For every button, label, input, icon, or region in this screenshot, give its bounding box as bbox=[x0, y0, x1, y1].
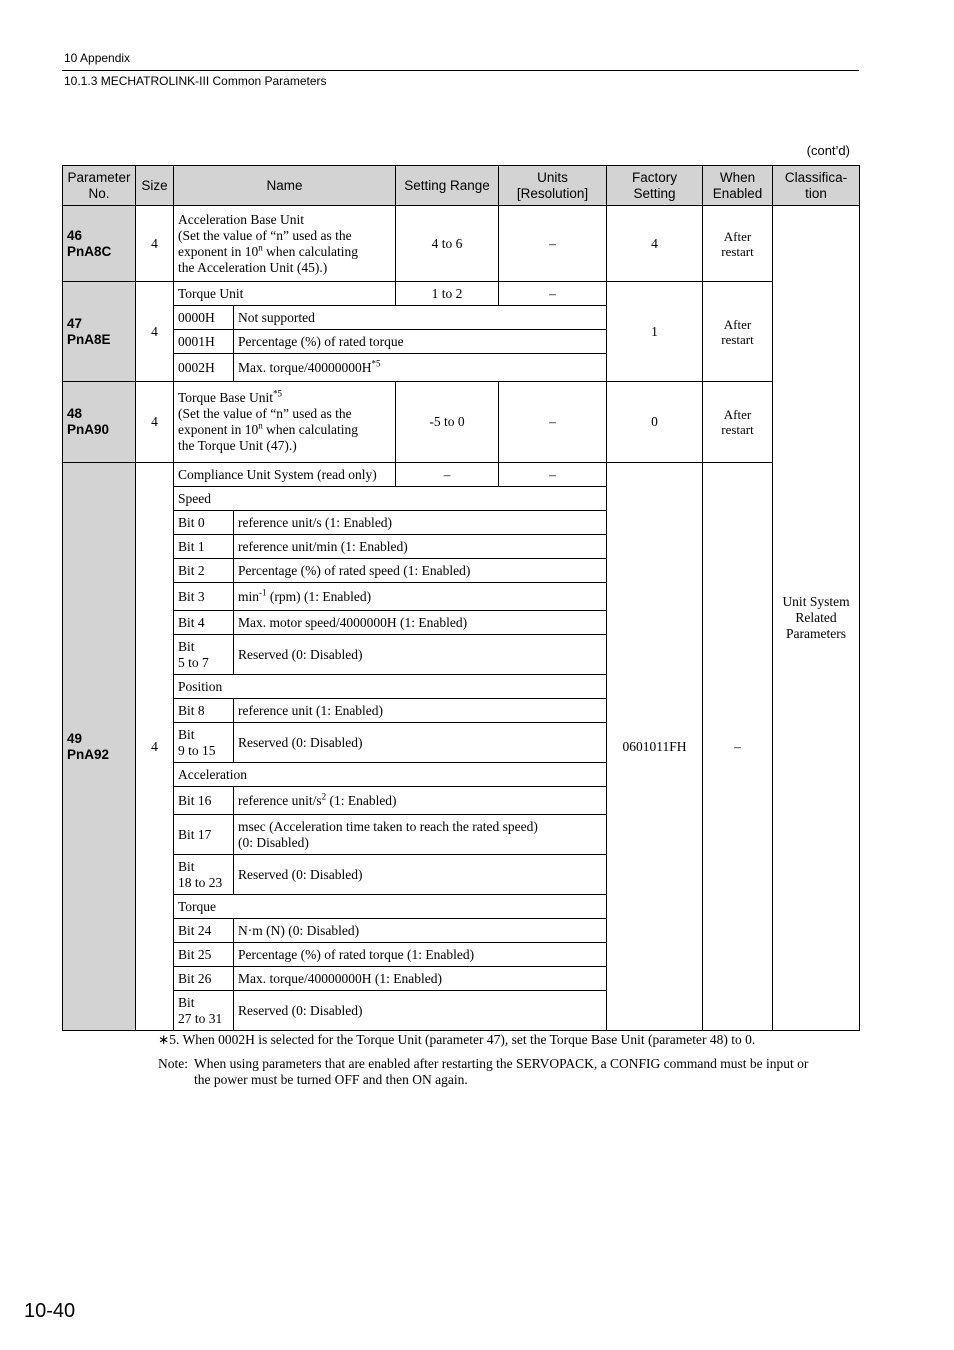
name-47: Torque Unit bbox=[174, 282, 396, 306]
bit-desc: Max. torque/40000000H (1: Enabled) bbox=[234, 967, 703, 991]
units-47: – bbox=[499, 282, 607, 306]
header-rule bbox=[62, 70, 859, 71]
bit-desc: reference unit/s (1: Enabled) bbox=[234, 511, 703, 535]
bit-desc: Max. motor speed/4000000H (1: Enabled) bbox=[234, 611, 703, 635]
bit-desc: reference unit/min (1: Enabled) bbox=[234, 535, 703, 559]
note-text-2: the power must be turned OFF and then ON again. bbox=[194, 1072, 468, 1087]
factory-47: 1 bbox=[607, 282, 703, 382]
name-49: Compliance Unit System (read only) bbox=[174, 463, 396, 487]
section-header: 10.1.3 MECHATROLINK-III Common Parameters bbox=[64, 74, 327, 88]
torque-unit-code: 0000H bbox=[174, 306, 234, 330]
param-no-46: 46 PnA8C bbox=[63, 206, 136, 282]
size-49: 4 bbox=[136, 463, 174, 1031]
bit-desc: reference unit/$s^2$ (1: Enabled) bbox=[234, 787, 703, 815]
name-48: Torque Base Unit$^{*5}$ (Set the value of “n” used as the exponent in 10$^n$ when calculating the Torque Unit (47).) bbox=[174, 382, 396, 463]
param-no-49: 49 PnA92 bbox=[63, 463, 136, 1031]
bit-label: Bit 3 bbox=[174, 583, 234, 611]
header-name: Name bbox=[174, 166, 396, 206]
classification-cell: Unit System Related Parameters bbox=[773, 206, 860, 1031]
torque-unit-desc: Not supported bbox=[234, 306, 607, 330]
bit-desc: Reserved (0: Disabled) bbox=[234, 991, 703, 1031]
factory-48: 0 bbox=[607, 382, 703, 463]
units-49: – bbox=[499, 463, 607, 487]
bit-label: Bit 16 bbox=[174, 787, 234, 815]
bit-desc: N·m (N) (0: Disabled) bbox=[234, 919, 703, 943]
bit-label: Bit 25 bbox=[174, 943, 234, 967]
table-row-48 bbox=[63, 382, 860, 463]
name-46: Acceleration Base Unit (Set the value of “n” used as the exponent in 10$^n$ when calculating the Acceleration Unit (45).) bbox=[174, 206, 396, 282]
group-label-acceleration: Acceleration bbox=[174, 763, 703, 787]
param-no-48: 48 PnA90 bbox=[63, 382, 136, 463]
chapter-header: 10 Appendix bbox=[64, 51, 131, 65]
table-row-49 bbox=[63, 463, 860, 487]
bit-label: Bit 8 bbox=[174, 699, 234, 723]
bit-desc: $\min^{-1} (rpm)$ (1: Enabled) bbox=[234, 583, 703, 611]
page-number: 10-40 bbox=[24, 1300, 76, 1322]
table-row-46 bbox=[63, 206, 860, 282]
header-parameter-no: Parameter No. bbox=[63, 166, 136, 206]
bit-desc: Percentage (%) of rated speed (1: Enabled) bbox=[234, 559, 703, 583]
bit-desc: Reserved (0: Disabled) bbox=[234, 723, 703, 763]
range-48: -5 to 0 bbox=[396, 382, 499, 463]
bit-desc: Percentage (%) of rated torque (1: Enabled) bbox=[234, 943, 703, 967]
parameter-table bbox=[62, 165, 860, 1031]
range-46: 4 to 6 bbox=[396, 206, 499, 282]
units-48: – bbox=[499, 382, 607, 463]
header-factory-setting: Factory Setting bbox=[607, 166, 703, 206]
header-size: Size bbox=[136, 166, 174, 206]
continued-label: (cont’d) bbox=[806, 143, 850, 158]
factory-46: 4 bbox=[607, 206, 703, 282]
table-header-row bbox=[63, 166, 860, 206]
bit-desc: Reserved (0: Disabled) bbox=[234, 635, 703, 675]
torque-unit-desc: Percentage (%) of rated torque bbox=[234, 330, 607, 354]
torque-unit-desc: Max. torque/$40000000H^{*5}$ bbox=[234, 354, 607, 382]
size-48: 4 bbox=[136, 382, 174, 463]
bit-desc: msec (Acceleration time taken to reach the rated speed) (0: Disabled) bbox=[234, 815, 703, 855]
bit-label: Bit 5 to 7 bbox=[174, 635, 234, 675]
bit-label: Bit 26 bbox=[174, 967, 234, 991]
bit-desc: reference unit (1: Enabled) bbox=[234, 699, 703, 723]
group-label-torque: Torque bbox=[174, 895, 703, 919]
bit-label: Bit 4 bbox=[174, 611, 234, 635]
bit-label: Bit 9 to 15 bbox=[174, 723, 234, 763]
footnote: ∗5. When 0002H is selected for the Torque Unit (parameter 47), set the Torque Base Unit (parameter 48) to 0. bbox=[158, 1032, 756, 1047]
bit-label: Bit 2 bbox=[174, 559, 234, 583]
header-when-enabled: When Enabled bbox=[703, 166, 773, 206]
table-row-47 bbox=[63, 282, 860, 306]
bit-desc: Reserved (0: Disabled) bbox=[234, 855, 703, 895]
bit-label: Bit 18 to 23 bbox=[174, 855, 234, 895]
factory-49: 0601011FH bbox=[607, 463, 703, 1031]
header-setting-range: Setting Range bbox=[396, 166, 499, 206]
bit-label: Bit 24 bbox=[174, 919, 234, 943]
bit-label: Bit 27 to 31 bbox=[174, 991, 234, 1031]
when-49: – bbox=[703, 463, 773, 1031]
torque-unit-code: 0001H bbox=[174, 330, 234, 354]
when-47: After restart bbox=[703, 282, 773, 382]
group-label-position: Position bbox=[174, 675, 703, 699]
note-label: Note: bbox=[158, 1056, 188, 1071]
bit-label: Bit 17 bbox=[174, 815, 234, 855]
when-46: After restart bbox=[703, 206, 773, 282]
header-units: Units [Resolution] bbox=[499, 166, 607, 206]
bit-label: Bit 0 bbox=[174, 511, 234, 535]
units-46: – bbox=[499, 206, 607, 282]
bit-label: Bit 1 bbox=[174, 535, 234, 559]
size-46: 4 bbox=[136, 206, 174, 282]
note bbox=[158, 1056, 858, 1088]
range-49: – bbox=[396, 463, 499, 487]
when-48: After restart bbox=[703, 382, 773, 463]
torque-unit-code: 0002H bbox=[174, 354, 234, 382]
size-47: 4 bbox=[136, 282, 174, 382]
param-no-47: 47 PnA8E bbox=[63, 282, 136, 382]
group-label-speed: Speed bbox=[174, 487, 703, 511]
range-47: 1 to 2 bbox=[396, 282, 499, 306]
note-text-1: When using parameters that are enabled after restarting the SERVOPACK, a CONFIG command must be input or bbox=[194, 1056, 809, 1071]
header-classification: Classifica- tion bbox=[773, 166, 860, 206]
